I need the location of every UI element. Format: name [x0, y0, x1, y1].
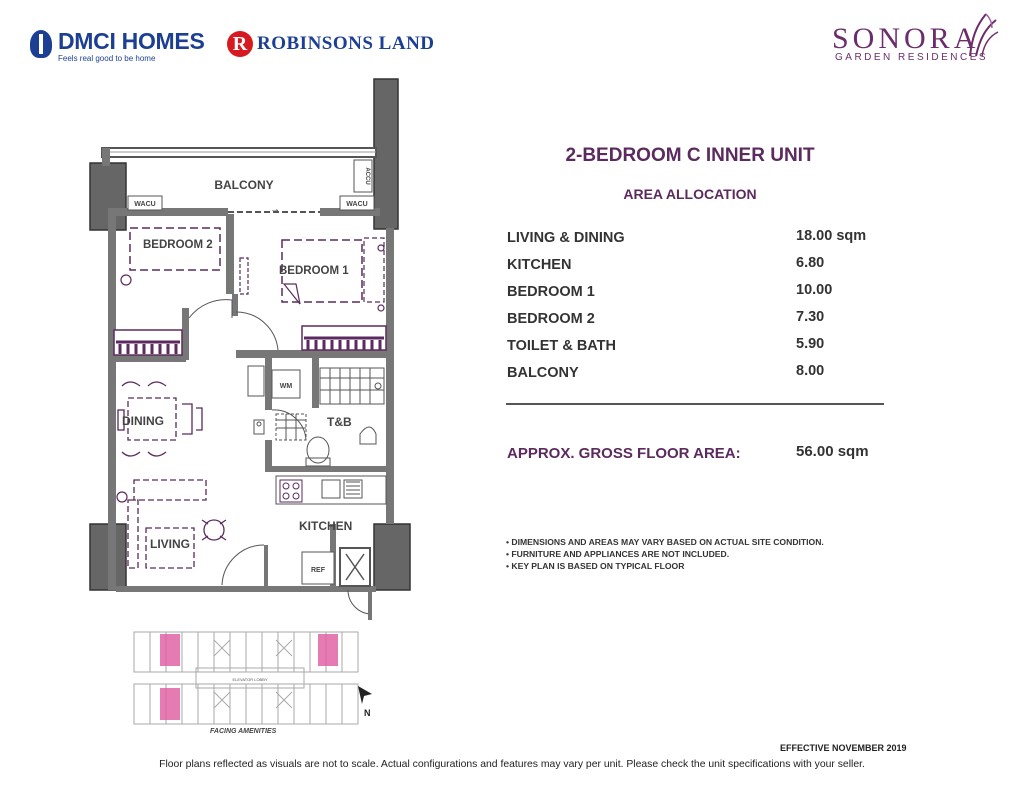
note-dimensions: • DIMENSIONS AND AREAS MAY VARY BASED ON ACTUAL SITE CONDITION.: [506, 537, 824, 547]
svg-text:→: →: [270, 204, 280, 215]
key-plan: [125, 622, 385, 728]
area-value-living-dining: 18.00 sqm: [796, 228, 867, 244]
room-label-bedroom1: BEDROOM 1: [279, 265, 349, 277]
column-top-right: [374, 79, 398, 229]
gross-floor-area-label: APPROX. GROSS FLOOR AREA:: [507, 445, 741, 462]
svg-text:WACU: WACU: [134, 201, 156, 208]
area-label-balcony: BALCONY: [507, 365, 579, 381]
area-value-bedroom1: 10.00: [796, 282, 833, 298]
accu-unit: [354, 160, 372, 192]
footer-disclaimer: Floor plans reflected as visuals are not to scale. Actual configurations and features may vary per unit. Please check the unit specifications with your seller.: [159, 759, 865, 770]
room-label-living: LIVING: [150, 537, 191, 551]
keyplan-highlight-unit-1: [160, 634, 180, 666]
wall-right: [386, 228, 394, 524]
wardrobe-bedroom1: [302, 326, 386, 350]
key-plan-facing-label: FACING AMENITIES: [210, 728, 277, 735]
area-value-toilet-bath: 5.90: [796, 336, 825, 352]
effective-date: EFFECTIVE NOVEMBER 2019: [780, 743, 907, 753]
wacu-right: [340, 196, 374, 210]
area-value-balcony: 8.00: [796, 363, 825, 379]
dmci-emblem-icon: [30, 30, 52, 58]
keyplan-highlight-unit-3: [160, 688, 180, 720]
kitchen-counter: [276, 476, 386, 504]
keyplan-highlight-unit-2: [318, 634, 338, 666]
svg-text:WM: WM: [279, 383, 293, 390]
washing-machine: [272, 370, 300, 398]
utility-shaft: [340, 548, 370, 586]
area-value-kitchen: 6.80: [796, 255, 825, 271]
area-label-bedroom2: BEDROOM 2: [507, 311, 595, 327]
note-key-plan: • KEY PLAN IS BASED ON TYPICAL FLOOR: [506, 561, 685, 571]
sonora-subtitle: GARDEN RESIDENCES: [835, 52, 989, 63]
column-bottom-right: [374, 524, 410, 590]
refrigerator: [302, 552, 334, 584]
wall-left: [108, 212, 116, 590]
room-label-dining: DINING: [122, 414, 164, 428]
svg-text:WACU: WACU: [346, 201, 368, 208]
wall-bedroom1-bottom: [236, 350, 386, 358]
wacu-left: [128, 196, 162, 210]
area-label-toilet-bath: TOILET & BATH: [507, 338, 617, 354]
area-divider: [506, 403, 884, 405]
sonora-logo: SONORA: [832, 22, 980, 55]
area-label-bedroom1: BEDROOM 1: [507, 284, 595, 300]
robinsons-land-logo: ROBINSONS LAND: [257, 33, 435, 54]
north-arrow-icon: [358, 686, 372, 718]
unit-title: 2-BEDROOM C INNER UNIT: [565, 145, 815, 166]
keyplan-elevator-label: ELEVATOR LOBBY: [232, 677, 268, 682]
living-set: [128, 480, 226, 568]
room-label-tnb: T&B: [327, 415, 352, 429]
area-label-kitchen: KITCHEN: [507, 257, 572, 273]
wall-balcony-left: [108, 208, 228, 216]
svg-text:REF: REF: [311, 567, 325, 574]
area-label-living-dining: LIVING & DINING: [507, 230, 625, 246]
svg-text:ACCU: ACCU: [364, 167, 370, 185]
wardrobe-bedroom2: [114, 330, 182, 355]
floor-plan: [80, 75, 420, 620]
room-label-bedroom2: BEDROOM 2: [143, 239, 213, 251]
sonora-leaf-icon: [962, 8, 1002, 58]
svg-text:N: N: [364, 708, 371, 718]
room-label-kitchen: KITCHEN: [299, 519, 353, 533]
wall-bedrooms-divider: [226, 214, 234, 294]
area-value-bedroom2: 7.30: [796, 309, 825, 325]
gross-floor-area-value: 56.00 sqm: [796, 443, 869, 460]
area-allocation-heading: AREA ALLOCATION: [623, 186, 757, 202]
room-label-balcony: BALCONY: [214, 178, 274, 192]
robinsons-emblem-icon: R: [227, 31, 253, 57]
dmci-tagline: Feels real good to be home: [58, 54, 156, 63]
note-furniture: • FURNITURE AND APPLIANCES ARE NOT INCLUDED.: [506, 549, 730, 559]
